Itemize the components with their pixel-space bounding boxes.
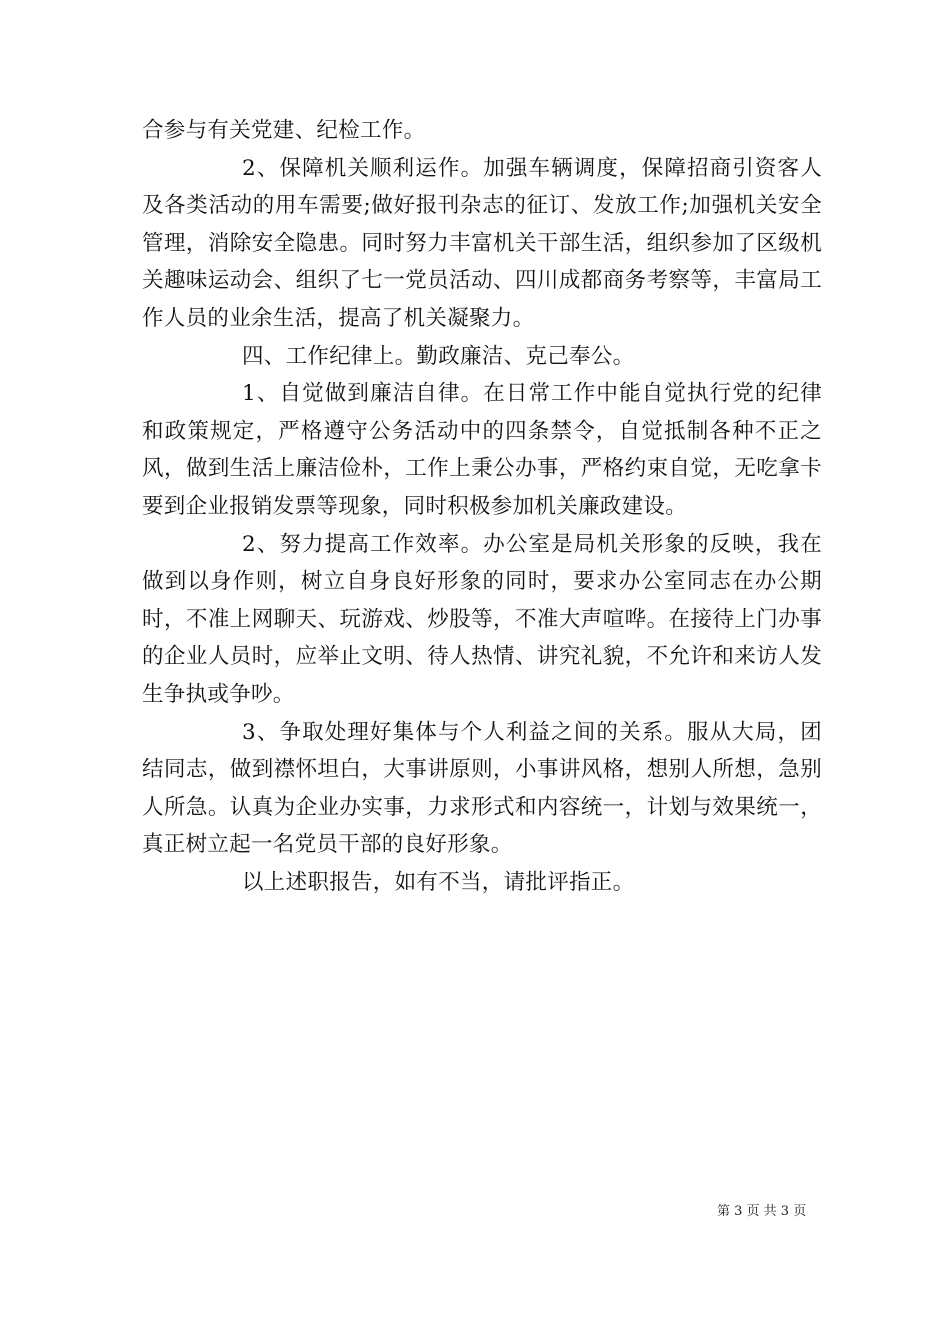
paragraph-office-operation: 2、保障机关顺利运作。加强车辆调度，保障招商引资客人及各类活动的用车需要;做好报刊杂志的征订、发放工作;加强机关安全管理，消除安全隐患。同时努力丰富机关干部生活，组织参加了区级机关趣味运动会、组织了七一党员活动、四川成都商务考察等，丰富局工作人员的业余生活，提高了机关凝聚力。	[142, 155, 822, 331]
document-body	[142, 112, 822, 901]
paragraph-work-efficiency: 2、努力提高工作效率。办公室是局机关形象的反映，我在做到以身作则，树立自身良好形象的同时，要求办公室同志在办公期时，不准上网聊天、玩游戏、炒股等，不准大声喧哗。在接待上门办事的企业人员时，应举止文明、待人热情、讲究礼貌，不允许和来访人发生争执或争吵。	[142, 531, 822, 707]
paragraph-collective-interest: 3、争取处理好集体与个人利益之间的关系。服从大局，团结同志，做到襟怀坦白，大事讲原则，小事讲风格，想别人所想，急别人所急。认真为企业办实事，力求形式和内容统一，计划与效果统一，真正树立起一名党员干部的良好形象。	[142, 719, 822, 858]
page-number-footer: 第 3 页 共 3 页	[717, 1204, 807, 1219]
paragraph-continuation: 合参与有关党建、纪检工作。	[142, 118, 426, 143]
paragraph-closing: 以上述职报告，如有不当，请批评指正。	[242, 869, 635, 895]
section-heading-work-discipline: 四、工作纪律上。勤政廉洁、克己奉公。	[242, 343, 635, 369]
paragraph-self-discipline: 1、自觉做到廉洁自律。在日常工作中能自觉执行党的纪律和政策规定，严格遵守公务活动中的四条禁令，自觉抵制各种不正之风，做到生活上廉洁俭朴，工作上秉公办事，严格约束自觉，无吃拿卡要到企业报销发票等现象，同时积极参加机关廉政建设。	[142, 381, 822, 519]
